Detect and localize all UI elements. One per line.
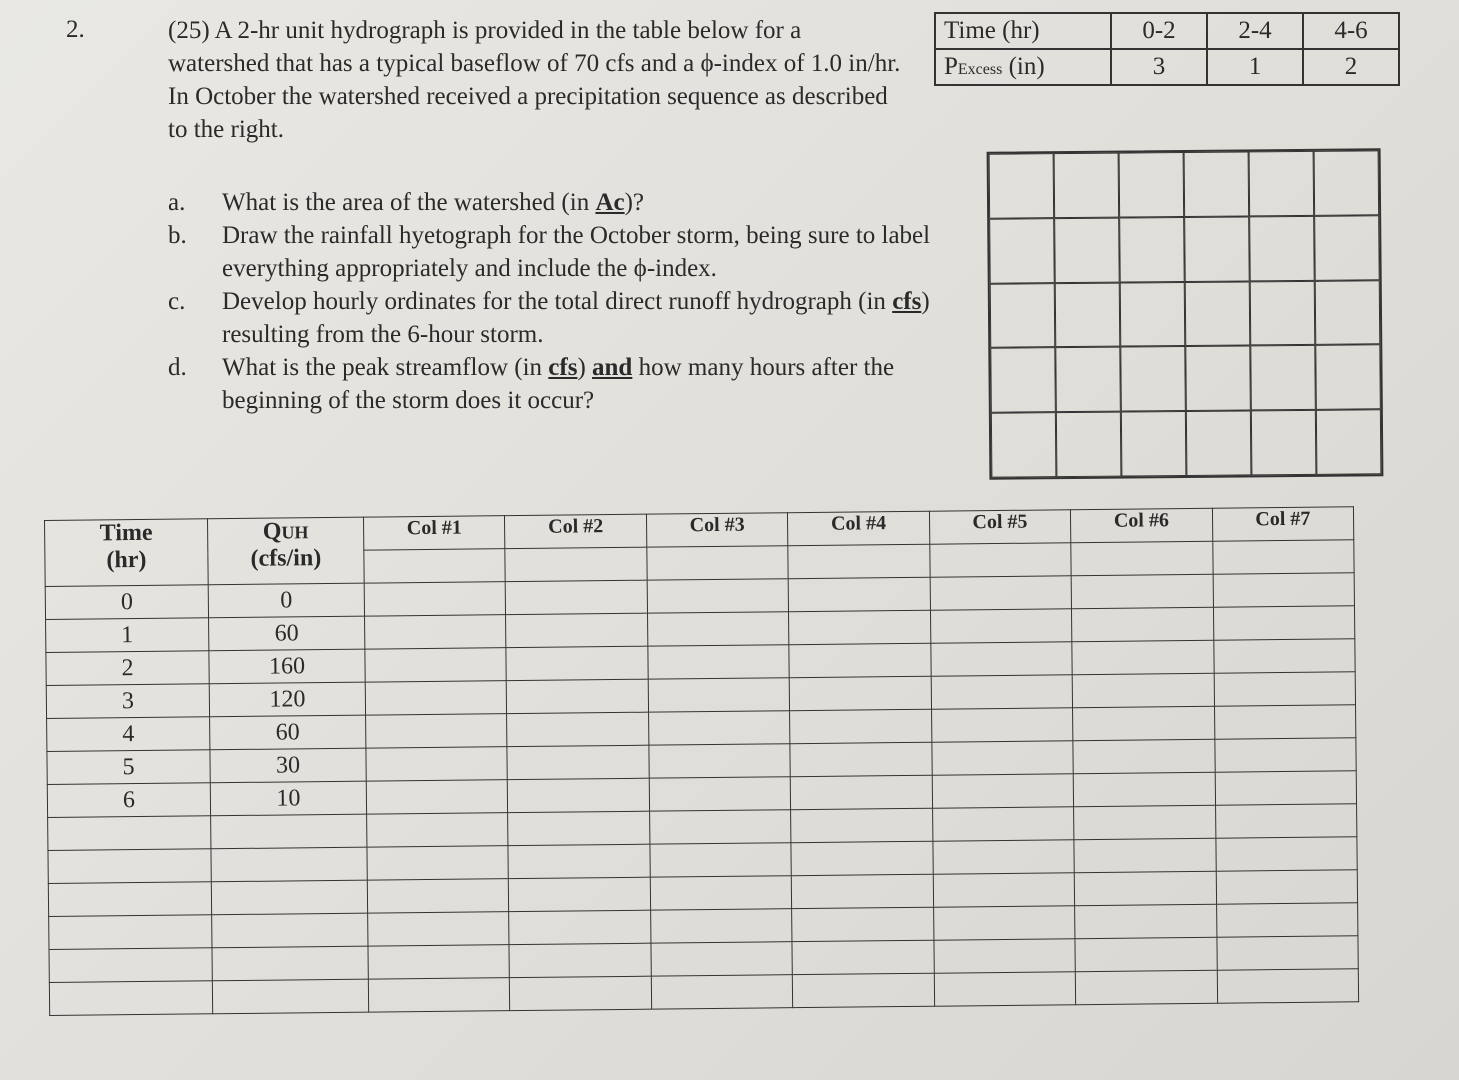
blank-work-cell[interactable] — [931, 708, 1073, 742]
blank-work-cell[interactable] — [506, 646, 648, 680]
blank-work-cell[interactable] — [507, 679, 649, 713]
part-text: )? — [624, 189, 645, 216]
precip-excess-row — [935, 49, 1399, 85]
question-parts — [168, 186, 958, 417]
grid-cell — [1250, 345, 1316, 410]
quh-cell — [212, 946, 368, 981]
part-text: What is the peak streamflow (in — [222, 354, 549, 381]
excess-label: P — [944, 53, 958, 80]
quh-cell — [211, 880, 367, 915]
col-header-2: Col #2 — [505, 514, 647, 548]
blank-work-cell[interactable] — [1216, 903, 1358, 937]
blank-work-cell[interactable] — [1214, 705, 1356, 739]
blank-work-cell[interactable] — [368, 978, 510, 1012]
blank-work-cell[interactable] — [930, 609, 1072, 643]
blank-work-cell[interactable] — [1073, 706, 1215, 740]
grid-cell — [1185, 281, 1251, 346]
grid-cell — [1251, 410, 1317, 475]
blank-work-cell[interactable] — [648, 678, 790, 712]
time-cell — [48, 816, 211, 851]
grid-cell — [1120, 282, 1186, 347]
blank-work-cell[interactable] — [650, 909, 792, 943]
blank-work-cell[interactable] — [649, 744, 791, 778]
excess-value-cell: 2 — [1303, 49, 1399, 85]
part-d — [168, 351, 958, 417]
blank-work-cell[interactable] — [364, 582, 506, 616]
blank-work-cell[interactable] — [368, 945, 510, 979]
blank-work-cell[interactable] — [789, 643, 931, 677]
interval-cell: 4-6 — [1303, 13, 1399, 49]
grid-cell — [1121, 411, 1187, 476]
time-cell — [48, 882, 211, 917]
grid-cell — [1184, 151, 1250, 216]
blank-work-cell[interactable] — [506, 580, 648, 614]
blank-work-cell[interactable] — [508, 811, 650, 845]
blank-work-cell[interactable] — [651, 975, 793, 1009]
time-cell — [49, 915, 212, 950]
col-header-1: Col #1 — [363, 516, 505, 550]
blank-work-cell[interactable] — [508, 844, 650, 878]
col-header-6: Col #6 — [1071, 508, 1213, 542]
blank-work-cell[interactable] — [1075, 970, 1217, 1004]
blank-work-cell[interactable] — [1071, 574, 1213, 608]
blank-work-cell[interactable] — [932, 807, 1074, 841]
blank-work-cell[interactable] — [1075, 937, 1217, 971]
quh-header-q: Q — [262, 518, 282, 545]
blank-work-cell[interactable] — [1074, 838, 1216, 872]
time-label-cell: Time (hr) — [935, 13, 1111, 49]
part-a — [168, 186, 958, 219]
grid-cell — [1120, 346, 1186, 411]
quh-cell: 60 — [209, 616, 365, 651]
blank-work-cell[interactable] — [509, 910, 651, 944]
question-number: 2. — [66, 16, 85, 43]
grid-cell — [1054, 153, 1120, 218]
blank-work-cell[interactable] — [366, 780, 508, 814]
blank-work-cell[interactable] — [931, 642, 1073, 676]
blank-work-cell[interactable] — [792, 907, 934, 941]
grid-cell — [1054, 217, 1120, 282]
blank-work-cell[interactable] — [1072, 607, 1214, 641]
blank-work-cell[interactable] — [1215, 837, 1357, 871]
blank-work-cell[interactable] — [648, 711, 790, 745]
blank-work-cell[interactable] — [934, 939, 1076, 973]
grid-cell — [1249, 151, 1315, 216]
excess-label-cell — [935, 49, 1111, 85]
blank-work-cell[interactable] — [930, 576, 1072, 610]
grid-cell — [1056, 412, 1122, 477]
blank-work-cell[interactable] — [1213, 573, 1355, 607]
blank-work-cell[interactable] — [1213, 606, 1355, 640]
blank-work-cell[interactable] — [932, 741, 1074, 775]
grid-cell — [1249, 216, 1315, 281]
grid-cell — [1314, 150, 1380, 215]
blank-work-cell[interactable] — [1075, 904, 1217, 938]
blank-work-cell[interactable] — [366, 714, 508, 748]
grid-cell — [1184, 216, 1250, 281]
blank-work-cell[interactable] — [1216, 936, 1358, 970]
blank-work-cell[interactable] — [791, 808, 933, 842]
runoff-work-table — [44, 506, 1359, 1016]
precip-time-row — [935, 13, 1399, 49]
blank-work-cell[interactable] — [367, 846, 509, 880]
col-header-3: Col #3 — [646, 513, 788, 547]
blank-work-cell[interactable] — [1214, 672, 1356, 706]
blank-work-cell[interactable] — [1213, 639, 1355, 673]
quh-header — [207, 517, 364, 585]
blank-work-cell[interactable] — [1074, 871, 1216, 905]
blank-work-cell[interactable] — [507, 745, 649, 779]
quh-cell: 60 — [210, 715, 366, 750]
grid-cell — [989, 218, 1055, 283]
excess-subscript: Excess — [957, 61, 1003, 78]
blank-work-cell[interactable] — [647, 579, 789, 613]
blank-work-cell[interactable] — [650, 843, 792, 877]
blank-work-cell[interactable] — [788, 577, 930, 611]
blank-work-cell[interactable] — [1215, 804, 1357, 838]
part-text: ) resulting from the 6-hour storm. — [222, 288, 930, 348]
blank-work-cell[interactable] — [793, 973, 935, 1007]
underlined-unit: Ac — [595, 189, 625, 216]
time-cell: 1 — [46, 618, 209, 653]
time-cell: 3 — [46, 684, 209, 719]
time-cell: 2 — [46, 651, 209, 686]
grid-cell — [1055, 282, 1121, 347]
blank-work-cell[interactable] — [789, 676, 931, 710]
blank-work-cell[interactable] — [1216, 870, 1358, 904]
part-text: What is the area of the watershed (in — [222, 189, 596, 216]
blank-work-cell[interactable] — [509, 877, 651, 911]
time-cell: 4 — [47, 717, 210, 752]
grid-cell — [1315, 345, 1381, 410]
blank-work-cell[interactable] — [790, 709, 932, 743]
excess-value-cell: 1 — [1207, 49, 1303, 85]
part-label: c. — [168, 288, 186, 315]
underlined-unit: cfs — [548, 354, 578, 381]
hyetograph-blank-grid — [987, 148, 1384, 479]
part-b — [168, 219, 958, 285]
blank-work-cell[interactable] — [1214, 738, 1356, 772]
time-cell — [49, 948, 212, 983]
time-cell: 5 — [47, 750, 210, 785]
blank-work-cell[interactable] — [790, 775, 932, 809]
time-header — [45, 519, 209, 587]
time-header-line1: Time — [99, 519, 153, 547]
part-label: b. — [168, 222, 187, 249]
blank-work-cell[interactable] — [368, 912, 510, 946]
blank-work-cell[interactable] — [1073, 772, 1215, 806]
blank-work-cell[interactable] — [933, 840, 1075, 874]
blank-work-cell[interactable] — [365, 615, 507, 649]
blank-work-cell[interactable] — [1074, 805, 1216, 839]
blank-work-cell[interactable] — [792, 874, 934, 908]
grid-cell — [1186, 411, 1252, 476]
time-cell: 6 — [47, 783, 210, 818]
grid-cell — [991, 412, 1057, 477]
blank-work-cell[interactable] — [507, 712, 649, 746]
underlined-unit: cfs — [892, 288, 922, 315]
grid-cell — [990, 348, 1056, 413]
quh-cell — [211, 814, 367, 849]
grid-cell — [1055, 347, 1121, 412]
part-text: how many hours after the beginning of the storm does it occur? — [222, 354, 895, 414]
excess-value-cell: 3 — [1111, 49, 1207, 85]
blank-work-cell[interactable] — [367, 879, 509, 913]
quh-header-unit: (cfs/in) — [250, 545, 322, 572]
time-cell: 0 — [45, 585, 208, 620]
col-header-5: Col #5 — [929, 510, 1071, 544]
blank-work-cell[interactable] — [647, 612, 789, 646]
blank-work-cell[interactable] — [649, 777, 791, 811]
blank-work-cell[interactable] — [1215, 771, 1357, 805]
blank-work-cell[interactable] — [650, 876, 792, 910]
blank-work-cell[interactable] — [1217, 969, 1359, 1003]
grid-cell — [1119, 152, 1185, 217]
grid-cell — [989, 153, 1055, 218]
grid-cell — [1316, 409, 1382, 474]
interval-cell: 0-2 — [1111, 13, 1207, 49]
part-c — [168, 285, 958, 351]
blank-work-cell[interactable] — [648, 645, 790, 679]
quh-cell — [212, 979, 368, 1014]
time-cell — [49, 981, 212, 1016]
blank-work-cell[interactable] — [933, 873, 1075, 907]
blank-work-cell[interactable] — [1073, 739, 1215, 773]
col-header-7: Col #7 — [1212, 507, 1354, 541]
quh-cell — [211, 847, 367, 882]
blank-work-cell[interactable] — [792, 940, 934, 974]
time-header-line2: (hr) — [106, 546, 147, 574]
blank-work-cell[interactable] — [1072, 640, 1214, 674]
grid-cell — [1315, 280, 1381, 345]
underlined-word: and — [592, 354, 633, 381]
grid-cell — [1119, 217, 1185, 282]
col-header-4: Col #4 — [788, 511, 930, 545]
blank-work-cell[interactable] — [790, 742, 932, 776]
blank-work-cell[interactable] — [510, 976, 652, 1010]
precip-excess-table — [934, 12, 1400, 86]
blank-work-cell[interactable] — [1072, 673, 1214, 707]
part-label: d. — [168, 354, 187, 381]
quh-cell: 160 — [209, 649, 365, 684]
grid-cell — [1250, 280, 1316, 345]
excess-unit: (in) — [1002, 53, 1045, 80]
time-cell — [48, 849, 211, 884]
blank-work-cell[interactable] — [366, 747, 508, 781]
blank-work-cell[interactable] — [933, 906, 1075, 940]
part-text: Develop hourly ordinates for the total direct runoff hydrograph (in — [222, 288, 893, 315]
quh-cell: 30 — [210, 748, 366, 783]
grid-cell — [990, 283, 1056, 348]
blank-work-cell[interactable] — [367, 813, 509, 847]
blank-work-cell[interactable] — [508, 778, 650, 812]
blank-work-cell[interactable] — [365, 648, 507, 682]
blank-work-cell[interactable] — [934, 972, 1076, 1006]
part-text: Draw the rainfall hyetograph for the October storm, being sure to label everything appropriately and include the ϕ-index. — [222, 222, 931, 282]
part-text: ) — [577, 354, 593, 381]
grid-cell — [1185, 346, 1251, 411]
blank-work-cell[interactable] — [791, 841, 933, 875]
blank-work-cell[interactable] — [932, 774, 1074, 808]
quh-header-sub: UH — [281, 522, 309, 543]
blank-work-cell[interactable] — [649, 810, 791, 844]
blank-work-cell[interactable] — [931, 675, 1073, 709]
blank-work-cell[interactable] — [365, 681, 507, 715]
blank-work-cell[interactable] — [651, 942, 793, 976]
blank-work-cell[interactable] — [789, 610, 931, 644]
interval-cell: 2-4 — [1207, 13, 1303, 49]
part-label: a. — [168, 189, 186, 216]
quh-cell — [212, 913, 368, 948]
quh-cell: 0 — [208, 583, 364, 618]
grid-cell — [1314, 215, 1380, 280]
blank-work-cell[interactable] — [509, 943, 651, 977]
quh-cell: 120 — [209, 682, 365, 717]
blank-work-cell[interactable] — [506, 613, 648, 647]
question-intro: (25) A 2-hr unit hydrograph is provided in the table below for a watershed that has a typical baseflow of 70 cfs and a ϕ-index of 1.0 in/hr. In October the watershed received a precipitation sequence as described to the right. — [168, 17, 901, 143]
quh-cell: 10 — [210, 781, 366, 816]
